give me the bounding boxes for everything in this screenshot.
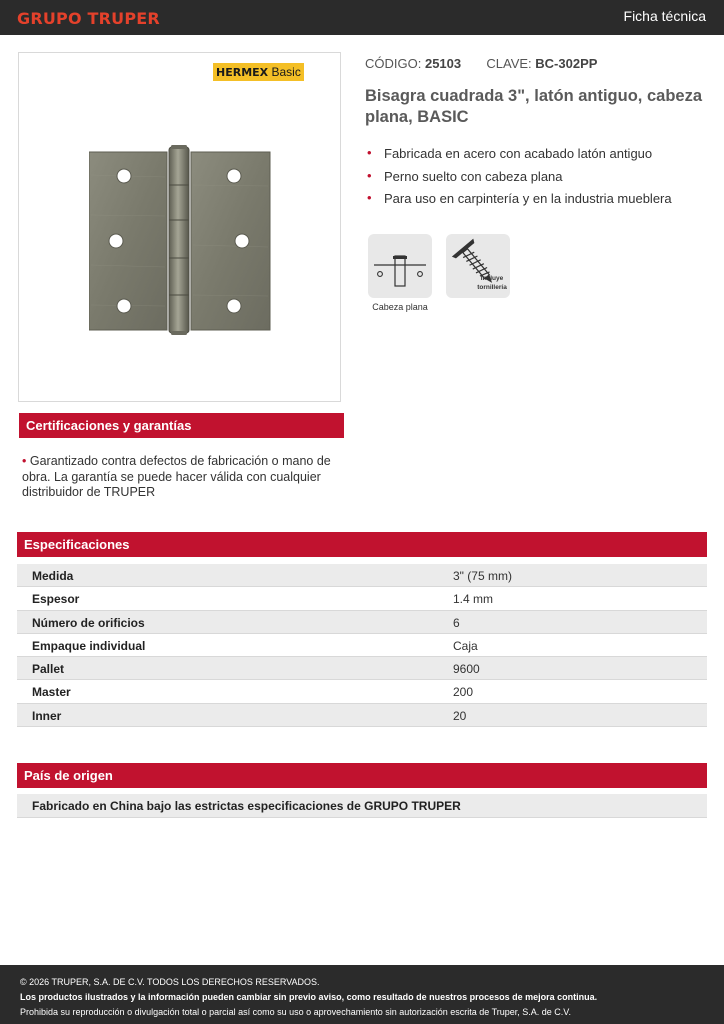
feature-item: • Perno suelto con cabeza plana bbox=[366, 169, 672, 192]
page-type-label: Ficha técnica bbox=[623, 8, 706, 24]
code-value: 25103 bbox=[424, 56, 462, 71]
spec-key: Medida bbox=[32, 569, 74, 583]
spec-value: 200 bbox=[453, 685, 474, 700]
origin-text: Fabricado en China bajo las estrictas especificaciones de GRUPO TRUPER bbox=[32, 799, 461, 813]
product-title: Bisagra cuadrada 3", latón antiguo, cabeza plana, BASIC bbox=[365, 87, 703, 126]
footer bbox=[0, 965, 724, 1024]
flat-head-label: Cabeza plana bbox=[372, 302, 428, 312]
flat-head-pin-icon bbox=[368, 234, 432, 298]
spec-value: 6 bbox=[453, 615, 460, 630]
svg-text:tornillería: tornillería bbox=[477, 284, 507, 291]
brand-logo[interactable]: GRUPO TRUPER bbox=[17, 9, 160, 28]
table-row bbox=[17, 587, 707, 610]
feature-item: • Fabricada en acero con acabado latón antiguo bbox=[366, 146, 672, 169]
table-row bbox=[17, 680, 707, 703]
hinge-product-image bbox=[89, 145, 271, 335]
hermex-basic-badge: HERMEX Basic bbox=[213, 63, 304, 81]
screws-included-icon bbox=[446, 234, 510, 298]
legal-text: Prohibida su reproducción o divulgación total o parcial así como su uso o aprovechamiento sin autorización escrita de Truper, S.A. de C.V. bbox=[20, 1007, 571, 1017]
key-value: BC-302PP bbox=[535, 56, 598, 71]
spec-key: Master bbox=[32, 685, 71, 700]
spec-key: Inner bbox=[32, 708, 62, 723]
feature-list bbox=[366, 146, 672, 214]
copyright-text: © 2026 TRUPER, S.A. DE C.V. TODOS LOS DERECHOS RESERVADOS. bbox=[20, 977, 320, 987]
top-bar bbox=[0, 0, 724, 35]
table-row bbox=[17, 704, 707, 727]
table-row bbox=[17, 564, 707, 587]
spec-key: Espesor bbox=[32, 592, 80, 607]
spec-key: Empaque individual bbox=[32, 638, 146, 653]
spec-value: 1.4 mm bbox=[453, 592, 494, 607]
table-row bbox=[17, 657, 707, 680]
spec-value: 20 bbox=[453, 708, 467, 723]
product-image-panel bbox=[18, 52, 341, 402]
certifications-text: • Garantizado contra defectos de fabricación o mano de obra. La garantía se puede hacer válida con cualquier distribuidor de TRUPER bbox=[22, 454, 331, 499]
table-row bbox=[17, 611, 707, 634]
code-label: CÓDIGO: bbox=[365, 56, 422, 71]
product-code-line bbox=[365, 56, 597, 71]
table-row bbox=[17, 634, 707, 657]
feature-item: • Para uso en carpintería y en la industria mueblera bbox=[366, 191, 672, 214]
spec-value: 9600 bbox=[453, 662, 480, 677]
specifications-table bbox=[17, 564, 707, 727]
svg-text:Incluye: Incluye bbox=[480, 275, 504, 282]
specifications-heading: Especificaciones bbox=[17, 532, 707, 557]
spec-value: Caja bbox=[453, 638, 478, 653]
origin-heading: País de origen bbox=[17, 763, 707, 788]
origin-row bbox=[17, 794, 707, 818]
certifications-heading: Certificaciones y garantías bbox=[19, 413, 344, 438]
key-label: CLAVE: bbox=[486, 56, 532, 71]
spec-key: Pallet bbox=[32, 662, 65, 677]
disclaimer-text: Los productos ilustrados y la información pueden cambiar sin previo aviso, como resultado de nuestros procesos de mejora continua. bbox=[20, 992, 598, 1002]
spec-value: 3" (75 mm) bbox=[453, 569, 512, 583]
spec-key: Número de orificios bbox=[32, 615, 145, 630]
